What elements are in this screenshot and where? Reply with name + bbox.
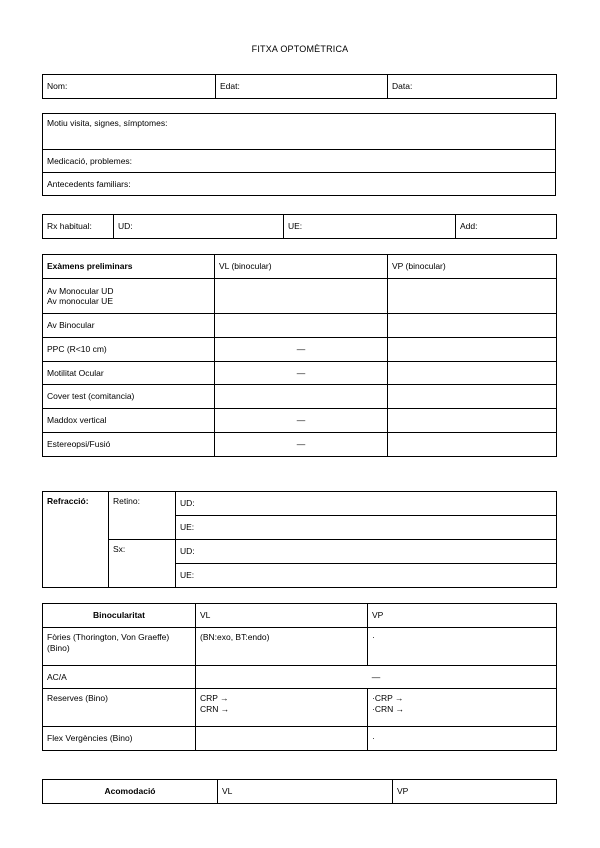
page-title: FITXA OPTOMÈTRICA	[251, 44, 349, 54]
table-row	[43, 385, 557, 409]
sx-od-field[interactable]: UD:	[176, 540, 557, 564]
reserves-vl-field[interactable]	[196, 689, 368, 727]
binocular-table	[42, 603, 557, 751]
crn-vp-label: ·CRN →	[372, 703, 405, 714]
history-table	[42, 113, 556, 196]
patient-table	[42, 74, 557, 99]
aca-value[interactable]: —	[196, 666, 557, 689]
binocular-col-vp: VP	[368, 604, 557, 628]
prelim-vp-cell[interactable]	[388, 409, 557, 433]
prelim-row-label: PPC (R<10 cm)	[43, 338, 215, 362]
date-field[interactable]: Data:	[388, 75, 557, 99]
prelim-row-label: Motilitat Ocular	[43, 362, 215, 385]
rx-label: Rx habitual:	[43, 215, 114, 239]
refraction-header: Refracció:	[43, 492, 109, 588]
prelim-vp-cell[interactable]	[388, 433, 557, 457]
accommodation-col-vp: VP	[393, 780, 557, 804]
retino-os-field[interactable]: UE:	[176, 516, 557, 540]
flex-vp-field[interactable]: ·	[368, 727, 557, 751]
accommodation-col-vl: VL	[218, 780, 393, 804]
reserves-vp-field[interactable]	[368, 689, 557, 727]
prelim-row-label: Cover test (comitancia)	[43, 385, 215, 409]
reason-field[interactable]: Motiu visita, signes, símptomes:	[43, 114, 556, 150]
retino-od-field[interactable]: UD:	[176, 492, 557, 516]
prelim-col-vp: VP (binocular)	[388, 255, 557, 279]
prelim-row-label	[43, 279, 215, 314]
binocular-col-vl: VL	[196, 604, 368, 628]
aca-label: AC/A	[43, 666, 196, 689]
prelim-row-label: Av Binocular	[43, 314, 215, 338]
prelim-vl-cell[interactable]: —	[215, 362, 388, 385]
prelim-vl-cell[interactable]	[215, 385, 388, 409]
age-field[interactable]: Edat:	[216, 75, 388, 99]
table-row	[43, 338, 557, 362]
accommodation-header: Acomodació	[43, 780, 218, 804]
sx-label: Sx:	[109, 540, 176, 588]
crp-vl-label: CRP →	[200, 693, 229, 703]
rx-table	[42, 214, 557, 239]
name-field[interactable]: Nom:	[43, 75, 216, 99]
phorias-vp-field[interactable]: ·	[368, 628, 557, 666]
prelim-vl-cell[interactable]	[215, 314, 388, 338]
family-history-field[interactable]: Antecedents familiars:	[43, 173, 556, 196]
prelim-vl-cell[interactable]: —	[215, 338, 388, 362]
rx-os-field[interactable]: UE:	[284, 215, 456, 239]
prelim-col-vl: VL (binocular)	[215, 255, 388, 279]
prelim-vl-cell[interactable]	[215, 279, 388, 314]
table-row	[43, 409, 557, 433]
av-monocular-od-label: Av Monocular UD	[47, 285, 114, 296]
rx-add-field[interactable]: Add:	[456, 215, 557, 239]
accommodation-table	[42, 779, 557, 804]
retino-label: Retino:	[109, 492, 176, 540]
prelim-table	[42, 254, 557, 457]
prelim-vp-cell[interactable]	[388, 362, 557, 385]
prelim-header: Exàmens preliminars	[43, 255, 215, 279]
prelim-vl-cell[interactable]: —	[215, 409, 388, 433]
av-monocular-os-label: Av monocular UE	[47, 296, 113, 306]
refraction-table	[42, 491, 557, 588]
reserves-label: Reserves (Bino)	[43, 689, 196, 727]
binocular-header: Binocularitat	[43, 604, 196, 628]
prelim-vp-cell[interactable]	[388, 314, 557, 338]
prelim-vl-cell[interactable]: —	[215, 433, 388, 457]
table-row	[43, 433, 557, 457]
flex-vl-field[interactable]	[196, 727, 368, 751]
prelim-row-label: Maddox vertical	[43, 409, 215, 433]
prelim-row-label: Estereopsi/Fusió	[43, 433, 215, 457]
table-row	[43, 314, 557, 338]
phorias-vl-field[interactable]: (BN:exo, BT:endo)	[196, 628, 368, 666]
table-row	[43, 362, 557, 385]
sx-os-field[interactable]: UE:	[176, 564, 557, 588]
phorias-label: Fòries (Thorington, Von Graeffe) (Bino)	[43, 628, 196, 666]
prelim-vp-cell[interactable]	[388, 279, 557, 314]
prelim-vp-cell[interactable]	[388, 385, 557, 409]
rx-od-field[interactable]: UD:	[114, 215, 284, 239]
crp-vp-label: ·CRP →	[372, 693, 404, 703]
medication-field[interactable]: Medicació, problemes:	[43, 150, 556, 173]
table-row	[43, 279, 557, 314]
prelim-vp-cell[interactable]	[388, 338, 557, 362]
crn-vl-label: CRN →	[200, 703, 230, 714]
flex-label: Flex Vergències (Bino)	[43, 727, 196, 751]
